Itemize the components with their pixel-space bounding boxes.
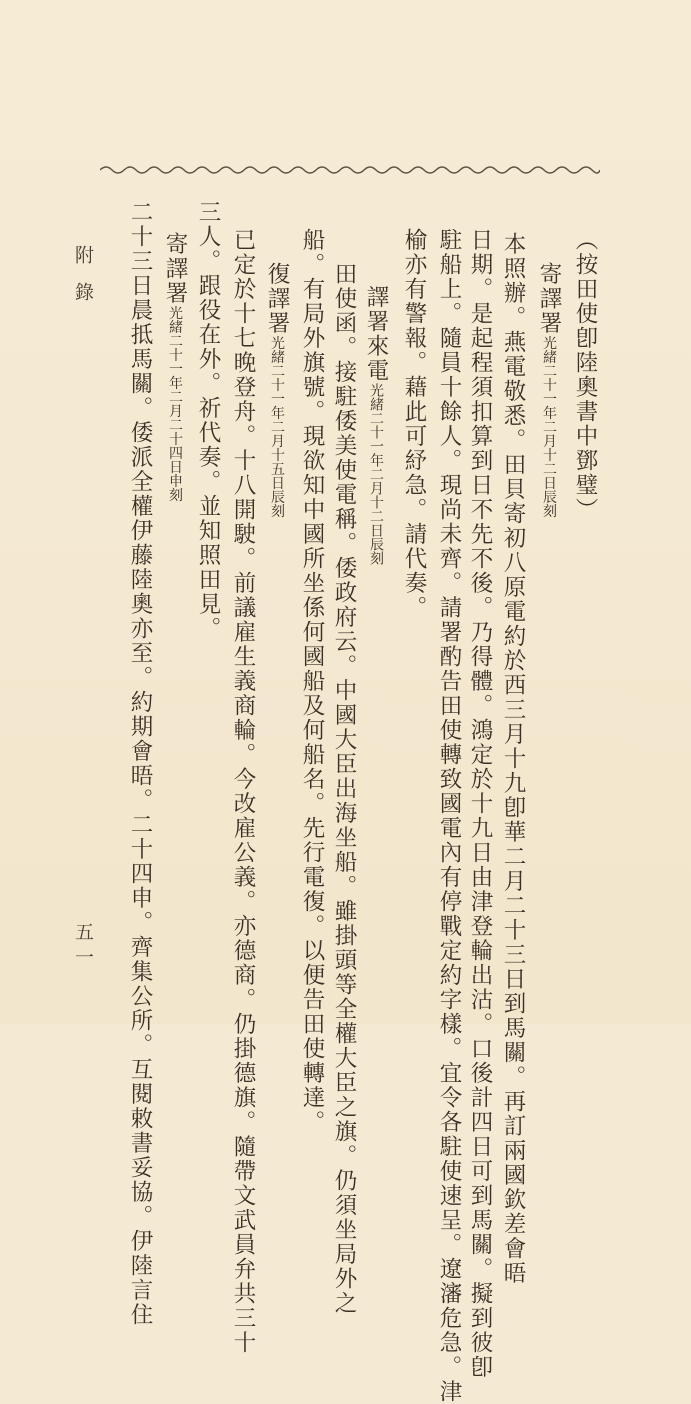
column-text: 寄譯署 — [536, 262, 562, 336]
column-text: 復譯署 — [264, 262, 290, 336]
column-10 — [266, 262, 289, 518]
column-14 — [129, 200, 152, 1327]
column-5 — [438, 228, 461, 1404]
column-12 — [197, 200, 220, 641]
column-text: 三人。跟役在外。祈代奏。並知照田見。 — [195, 200, 221, 641]
column-6 — [403, 228, 426, 620]
column-text: 日期。是起程須扣算到日不先不後。乃得體。鴻定於十九日由津登輪出沽。口後計四日可到馬關。擬到彼卽 — [467, 228, 493, 1380]
column-9 — [301, 228, 324, 1135]
column-4 — [469, 228, 492, 1380]
section-label: 附錄 — [72, 245, 94, 319]
page-number: 五一 — [72, 922, 94, 972]
column-text: 寄譯署 — [162, 232, 188, 306]
date-note: 光緒二十一年二月二十四日申刻 — [167, 305, 183, 502]
wavy-divider — [100, 160, 600, 180]
column-text: 船。有局外旗號。現欲知中國所坐係何國船及何船名。先行電復。以便告田使轉達。 — [299, 228, 325, 1135]
column-2 — [538, 262, 561, 518]
date-note: 光緒二十一年二月十二日辰刻 — [541, 335, 557, 518]
column-text: 本照辦。燕電敬悉。田貝寄初八原電約於西三月十九卽華二月二十三日到馬關。再訂兩國欽差會晤 — [500, 232, 526, 1286]
column-3 — [502, 232, 525, 1286]
date-note: 光緒二十一年二月十二日辰刻 — [368, 383, 384, 565]
column-text: （按田使卽陸奧書中鄧璧） — [572, 228, 598, 522]
column-text: 駐船上。隨員十餘人。現尚未齊。請署酌告田使轉致國電內有停戰定約字樣。宜令各駐使速呈。遼瀋危急。津 — [436, 228, 462, 1404]
column-8 — [333, 262, 356, 1316]
column-text: 榆亦有警報。藉此可紓急。請代奏。 — [401, 228, 427, 620]
date-note: 光緒二十一年二月十五日辰刻 — [269, 335, 285, 518]
column-text: 二十三日晨抵馬關。倭派全權伊藤陸奧亦至。約期會晤。二十四申。齊集公所。互閱敕書妥協。伊陸言住 — [127, 200, 153, 1327]
column-text: 田使函。接駐倭美使電稱。倭政府云。中國大臣出海坐船。雖掛頭等全權大臣之旗。仍須坐局外之 — [331, 262, 357, 1316]
column-1 — [574, 228, 597, 522]
column-7 — [365, 285, 388, 565]
column-text: 已定於十七晚登舟。十八開駛。前議雇生義商輪。今改雇公義。亦德商。仍掛德旗。隨帶文武員弁共三十 — [230, 228, 256, 1355]
column-13 — [164, 232, 187, 502]
column-text: 譯署來電 — [363, 285, 389, 383]
column-11 — [232, 228, 255, 1355]
